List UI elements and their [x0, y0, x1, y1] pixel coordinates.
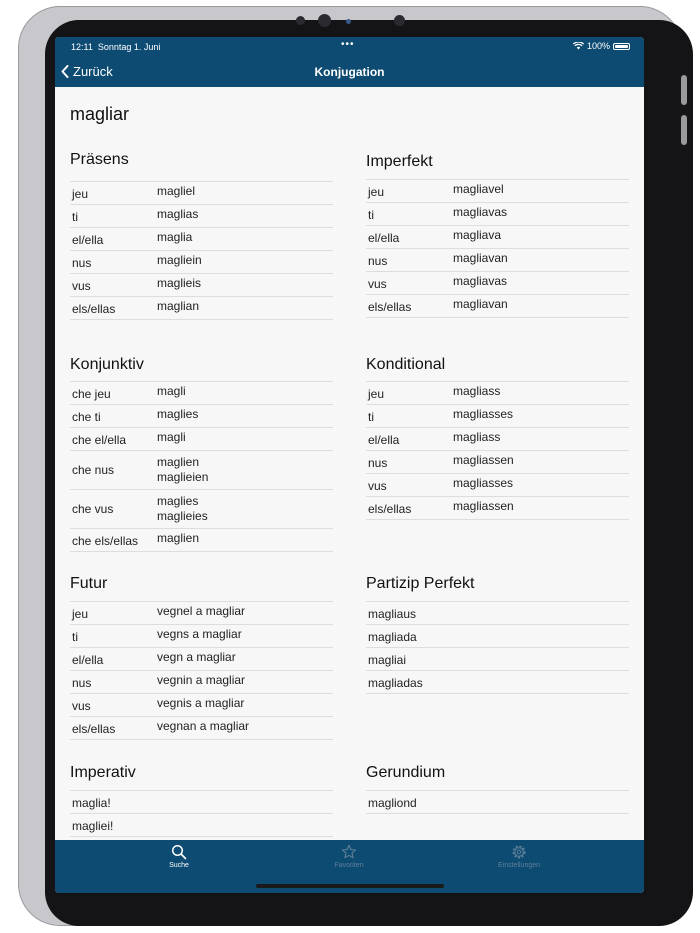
- form-cell: magliavan: [453, 297, 508, 311]
- person-cell: el/ella: [72, 233, 104, 247]
- person-cell: nus: [368, 254, 388, 268]
- table-row: [70, 274, 333, 297]
- form-cell: maglias: [157, 207, 199, 221]
- tab-label: Favoriten: [334, 862, 364, 869]
- front-camera-icon: [318, 14, 331, 27]
- section-praesens: [70, 151, 333, 316]
- section-title: Gerundium: [366, 764, 446, 781]
- table-row: [70, 490, 333, 529]
- person-cell: jeu: [368, 185, 385, 199]
- table-row: [366, 451, 629, 474]
- table-row: [366, 428, 629, 451]
- form-cell: magliassen: [453, 499, 514, 513]
- table-row: [70, 405, 333, 428]
- status-time: 12:11 Sonntag 1. Juni: [71, 42, 161, 52]
- form-cell: magliei!: [72, 819, 114, 833]
- section-konjunktiv: [70, 356, 333, 548]
- form-line: maglieies: [157, 509, 208, 523]
- table-row: [366, 671, 629, 694]
- form-cell: vegnin a magliar: [157, 673, 246, 687]
- table-row: [70, 428, 333, 451]
- form-cell: vegn a magliar: [157, 650, 236, 664]
- section-title: Konditional: [366, 356, 446, 373]
- table-row: [366, 625, 629, 648]
- conjugation-table: [70, 381, 333, 552]
- table-row: [70, 648, 333, 671]
- table-row: [366, 249, 629, 272]
- table-row: [366, 180, 629, 203]
- person-cell: che el/ella: [72, 433, 127, 447]
- person-cell: nus: [72, 676, 92, 690]
- conjugation-table: [70, 181, 333, 320]
- table-row: [366, 203, 629, 226]
- table-row: [70, 671, 333, 694]
- table-row: [70, 228, 333, 251]
- form-cell: magliada: [368, 630, 417, 644]
- person-cell: els/ellas: [368, 300, 412, 314]
- person-cell: che nus: [72, 463, 115, 477]
- form-cell: maglian: [157, 299, 200, 313]
- form-cell: magliavas: [453, 205, 508, 219]
- form-cell: magliaus: [368, 607, 417, 621]
- form-cell: magliava: [453, 228, 502, 242]
- form-cell: magliavas: [453, 274, 508, 288]
- form-cell: vegnis a magliar: [157, 696, 245, 710]
- section-imperfekt: [366, 153, 629, 314]
- form-cell: magliond: [368, 796, 417, 810]
- table-row: [70, 625, 333, 648]
- form-cell: magliass: [453, 430, 501, 444]
- form-line: maglien: [157, 455, 200, 469]
- table-row: [70, 251, 333, 274]
- volume-down-button: [681, 115, 687, 145]
- section-futur: [70, 575, 333, 736]
- section-title: Imperfekt: [366, 153, 433, 170]
- person-cell: els/ellas: [72, 722, 116, 736]
- form-cell: maglieis: [157, 276, 202, 290]
- table-row: [70, 529, 333, 552]
- form-cell: maglies: [157, 407, 199, 421]
- conjugation-table: [366, 179, 629, 318]
- person-cell: ti: [72, 630, 78, 644]
- star-icon: [341, 844, 357, 860]
- status-bar: [55, 37, 644, 56]
- section-title: Präsens: [70, 151, 129, 168]
- battery-icon: [613, 43, 630, 50]
- person-cell: vus: [72, 279, 91, 293]
- form-cell: magliavel: [453, 182, 504, 196]
- conjugation-table: [366, 381, 629, 520]
- table-row: [70, 602, 333, 625]
- table-row: [366, 405, 629, 428]
- form-line: maglieien: [157, 470, 209, 484]
- form-cell: magliass: [453, 384, 501, 398]
- form-cell: magliavan: [453, 251, 508, 265]
- person-cell: vus: [368, 277, 387, 291]
- section-title: Partizip Perfekt: [366, 575, 475, 592]
- form-cell: magliassen: [453, 453, 514, 467]
- section-partizip-perfekt: [366, 575, 629, 690]
- status-right: [573, 41, 630, 51]
- person-cell: ti: [72, 210, 78, 224]
- battery-percent: 100%: [586, 41, 610, 51]
- form-cell: magli: [157, 430, 186, 444]
- conjugation-table: [366, 790, 629, 814]
- tab-suche[interactable]: [119, 844, 239, 869]
- person-cell: el/ella: [368, 433, 400, 447]
- tab-einstellungen[interactable]: [459, 844, 579, 869]
- form-cell: magliai: [368, 653, 407, 667]
- person-cell: jeu: [72, 187, 89, 201]
- section-title: Konjunktiv: [70, 356, 144, 373]
- conjugation-table: [70, 601, 333, 740]
- form-cell: magli: [157, 384, 186, 398]
- person-cell: nus: [72, 256, 92, 270]
- person-cell: jeu: [72, 607, 89, 621]
- table-row: [70, 297, 333, 320]
- form-cell: maglia!: [72, 796, 111, 810]
- back-label: Zurück: [73, 64, 113, 79]
- sensor-icon: [394, 15, 405, 26]
- form-cell: [157, 455, 208, 485]
- tab-label: Einstellungen: [497, 862, 541, 869]
- form-cell: maglien: [157, 531, 200, 545]
- form-line: maglies: [157, 494, 199, 508]
- volume-up-button: [681, 75, 687, 105]
- form-cell: magliel: [157, 184, 196, 198]
- table-row: [366, 382, 629, 405]
- table-row: [70, 451, 333, 490]
- person-cell: che ti: [72, 410, 101, 424]
- table-row: [70, 382, 333, 405]
- table-row: [366, 474, 629, 497]
- section-title: Futur: [70, 575, 108, 592]
- camera-indicator-icon: [346, 19, 351, 24]
- person-cell: jeu: [368, 387, 385, 401]
- person-cell: che els/ellas: [72, 534, 139, 548]
- section-gerundium: [366, 764, 629, 810]
- section-imperativ: [70, 764, 333, 833]
- form-cell: [157, 494, 208, 524]
- table-row: [70, 205, 333, 228]
- conjugation-table: [366, 601, 629, 694]
- form-cell: magliein: [157, 253, 202, 267]
- person-cell: el/ella: [72, 653, 104, 667]
- home-indicator[interactable]: [256, 884, 444, 888]
- table-row: [70, 182, 333, 205]
- conjugation-table: [70, 790, 333, 837]
- table-row: [70, 814, 333, 837]
- form-cell: vegnan a magliar: [157, 719, 250, 733]
- section-title: Imperativ: [70, 764, 136, 781]
- form-cell: magliasses: [453, 407, 514, 421]
- form-cell: vegnel a magliar: [157, 604, 246, 618]
- search-icon: [171, 844, 187, 860]
- form-cell: magliadas: [368, 676, 423, 690]
- wifi-icon: [573, 42, 584, 50]
- table-row: [366, 648, 629, 671]
- person-cell: ti: [368, 410, 374, 424]
- tab-favoriten[interactable]: [289, 844, 409, 869]
- person-cell: che jeu: [72, 387, 111, 401]
- tab-bar: [55, 840, 644, 893]
- form-cell: maglia: [157, 230, 193, 244]
- person-cell: vus: [72, 699, 91, 713]
- multitasking-dots[interactable]: •••: [341, 39, 355, 50]
- form-cell: vegns a magliar: [157, 627, 242, 641]
- navigation-bar: [55, 56, 644, 87]
- table-row: [366, 226, 629, 249]
- person-cell: che vus: [72, 502, 114, 516]
- table-row: [70, 791, 333, 814]
- conjugation-content[interactable]: [55, 87, 644, 840]
- form-cell: magliasses: [453, 476, 514, 490]
- verb-title: magliar: [70, 104, 130, 124]
- page-title: Konjugation: [314, 65, 385, 79]
- table-row: [366, 497, 629, 520]
- person-cell: ti: [368, 208, 374, 222]
- tab-label: Suche: [169, 862, 189, 869]
- person-cell: els/ellas: [72, 302, 116, 316]
- person-cell: nus: [368, 456, 388, 470]
- table-row: [366, 295, 629, 318]
- person-cell: vus: [368, 479, 387, 493]
- person-cell: el/ella: [368, 231, 400, 245]
- app-screen: [55, 37, 644, 893]
- table-row: [366, 602, 629, 625]
- table-row: [366, 791, 629, 814]
- table-row: [70, 694, 333, 717]
- section-konditional: [366, 356, 629, 516]
- table-row: [366, 272, 629, 295]
- person-cell: els/ellas: [368, 502, 412, 516]
- sensor-icon: [296, 16, 305, 25]
- table-row: [70, 717, 333, 740]
- gear-icon: [511, 844, 527, 860]
